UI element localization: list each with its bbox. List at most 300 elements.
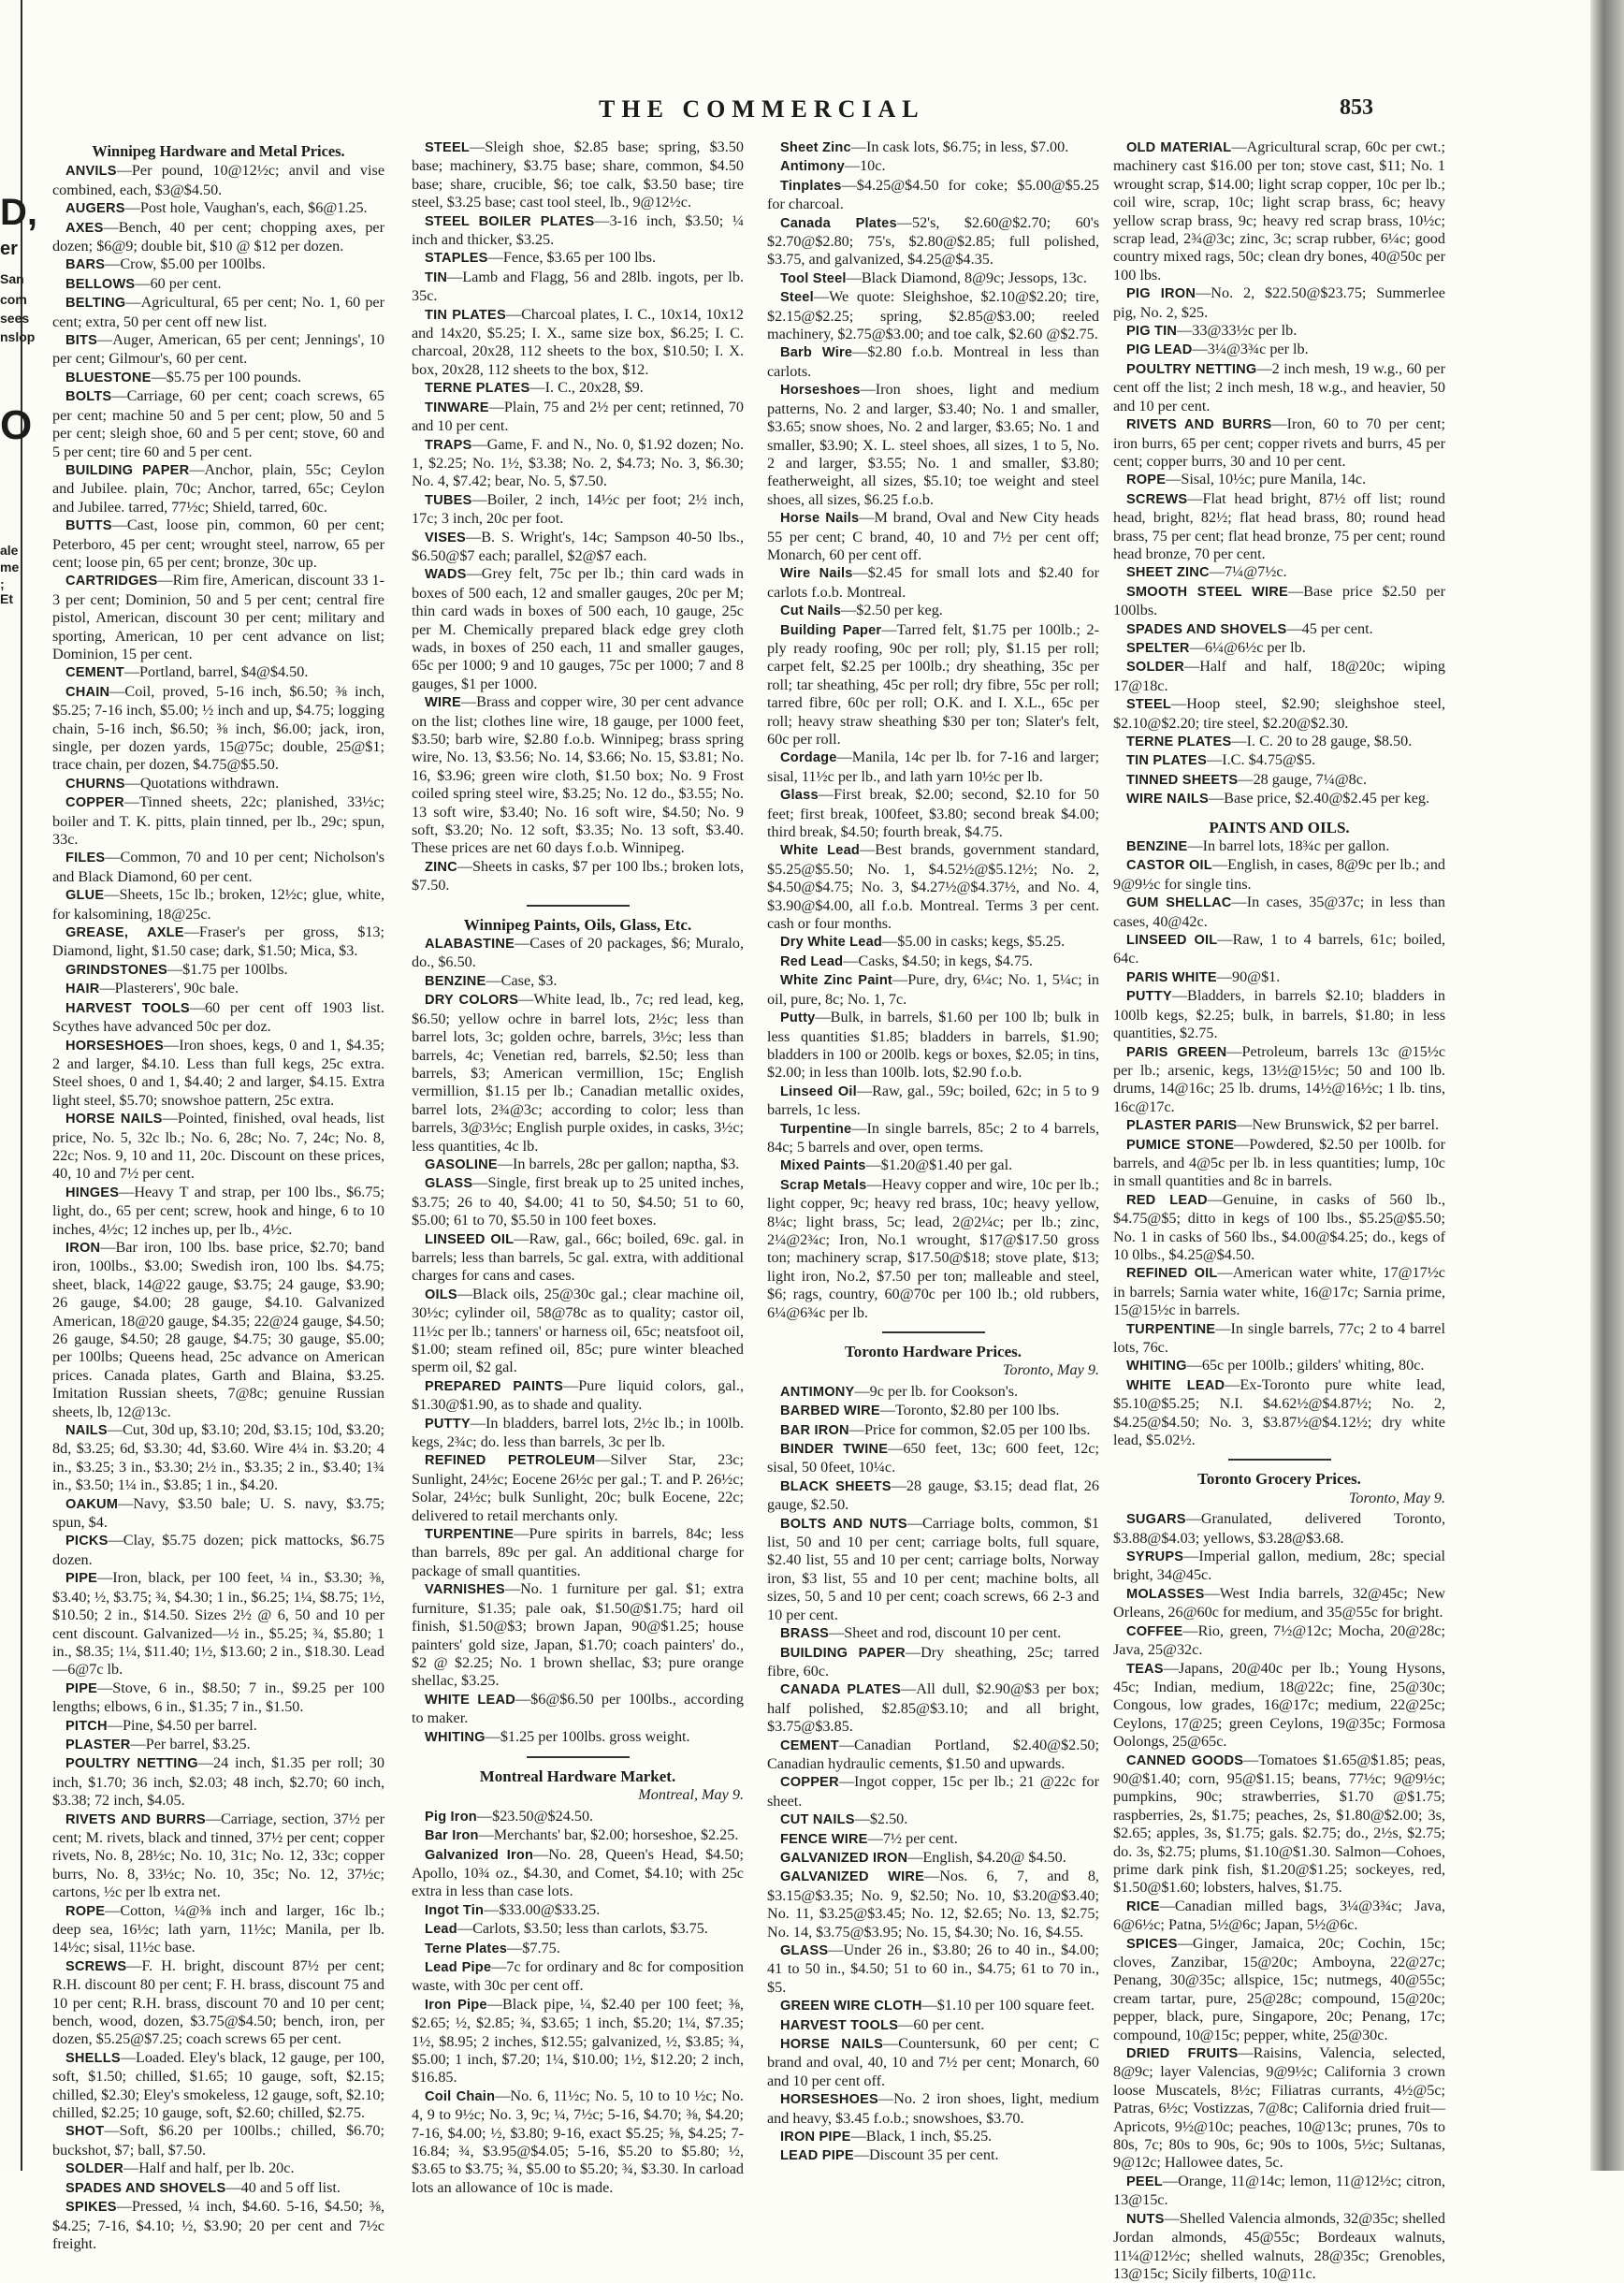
price-entry (767, 288, 1099, 343)
entry-commodity: TINWARE (425, 400, 489, 415)
price-entry (52, 1495, 384, 1533)
entry-commodity: WIRE (425, 695, 461, 711)
price-entry (52, 275, 384, 294)
entry-commodity: GREEN WIRE CLOTH (780, 1999, 922, 2014)
price-entry (1113, 2044, 1445, 2173)
entry-prices: —$33.00@$33.25. (484, 1900, 601, 1918)
price-entry (412, 306, 744, 380)
entry-prices: —Nos. 6, 7, and 8, $3.15@$3.35; No. 9, $2.50; No. 10, $3.20@$3.40; No. 11, $3.25@$3.45; No. 12, $2.65; No. 13, $2.75; No. 14, $3.75@$3.95; No. 15, $4.30; No. 16, $4.55. (767, 1868, 1099, 1941)
entry-commodity: Steel (780, 290, 814, 306)
entry-prices: —Lamb and Flagg, 56 and 28lb. ingots, per lb. 35c. (412, 268, 744, 305)
price-entry (412, 565, 744, 693)
edge-fragment: O (0, 402, 33, 448)
section-title: Toronto Grocery Prices. (1197, 1470, 1361, 1489)
entry-prices: —Plain, 75 and 2½ per cent; retinned, 70 and 10 per cent. (412, 398, 744, 435)
price-entry (52, 923, 384, 961)
entry-prices: —$2.50 per keg. (841, 602, 943, 619)
entry-commodity: VARNISHES (425, 1582, 505, 1598)
entry-prices: —Pure spirits in barrels, 84c; less than barrels, 89c per gal. An additional charge for package of small quantities. (412, 1525, 744, 1579)
entry-prices: —$4.25@$4.50 for coke; $5.00@$5.25 for charcoal. (767, 176, 1099, 213)
entry-prices: —Brass and copper wire, 30 per cent advance on the list; clothes line wire, 18 gauge, per 1000 feet, $3.50; barb wire, $2.80 f.o.b. Winnipeg; brass spring wire, No. 13, $3.56; No. 14, $3.66; No. 15, $3.81; No. 16, $3.96; green wire cloth, $1.50 box; No. 9 Frost coiled spring steel wire, $3.25; No. 12 do., $3.55; No. 13 soft wire, $3.40; No. 16 soft wire, $4.50; No. 9 soft, $3.20; No. 12 soft, $3.35; No. 13 soft, $3.40. These prices are net 60 days f.o.b. Winnipeg. (412, 693, 744, 857)
price-entry (767, 509, 1099, 564)
price-entry (1113, 1191, 1445, 1265)
entry-prices: —Rim fire, American, discount 33 1-3 per cent; Dominion, 50 and 5 per cent; central fire pistol, American, discount 30 per cent; military and sporting, American, 10 per cent advance on list; Dominion, 15 per cent. (52, 572, 384, 662)
entry-commodity: GALVANIZED WIRE (780, 1869, 925, 1885)
price-entry (767, 1421, 1099, 1440)
entry-commodity: GRINDSTONES (65, 962, 167, 978)
price-entry (412, 1728, 744, 1747)
entry-commodity: Building Paper (780, 622, 882, 638)
entry-commodity: REFINED OIL (1126, 1266, 1218, 1282)
price-entry (412, 2087, 744, 2197)
price-entry (1113, 1898, 1445, 1935)
price-entry (1113, 1585, 1445, 1622)
entry-commodity: AUGERS (65, 201, 125, 217)
entry-commodity: LINSEED OIL (1126, 933, 1218, 949)
entry-prices: —Tomatoes $1.65@$1.85; peas, 90@$1.40; corn, 95@$1.15; beans, 77½c; 9@9½c; pumpkins, 90c; strawberries, $1.70 @$1.75; raspberries, 2s, $1.75; peaches, 2s, $1.80@$2.00; 3s, $2.65; apples, 3s, $1.75; gals. $2.75; do., 2½s, $2.75; do. 3s, $2.75; plums, $1.10@$1.30. Salmon—Cohoes, prime dark pink fish, $1.20@$1.25; sockeyes, red, $1.50@$1.60; lobsters, halves, $1.75. (1113, 1751, 1445, 1897)
entry-commodity: RIVETS AND BURRS (1126, 417, 1272, 433)
column-1 (52, 138, 385, 2252)
price-entry (52, 162, 384, 199)
entry-commodity: SHELLS (65, 2050, 121, 2066)
entry-commodity: Barb Wire (780, 345, 853, 361)
entry-prices: —Discount 35 per cent. (853, 2146, 999, 2164)
price-entry (767, 602, 1099, 620)
entry-commodity: TRAPS (425, 437, 472, 453)
price-entry (412, 1451, 744, 1525)
entry-prices: —$2.45 for small lots and $2.40 for carlots f.o.b. Montreal. (767, 564, 1099, 601)
section-title: Toronto Hardware Prices. (844, 1343, 1022, 1360)
entry-prices: —In barrel lots, 18¾c per gallon. (1187, 837, 1390, 855)
entry-prices: —Pine, $4.50 per barrel. (107, 1716, 257, 1734)
entry-commodity: IRON (65, 1240, 101, 1256)
entry-prices: —Bulk, in barrels, $1.60 per 100 lb; bulk in less quantities $1.85; bladders in barrels, $1.90; bladders in 100 or 200lb. kegs or boxes, $2.05; in tins, $2.00; in less than 100lb. lots, $2.90 f.o.b. (767, 1009, 1099, 1082)
entry-commodity: Pig Iron (425, 1809, 477, 1825)
entry-prices: —Best brands, government standard, $5.25@$5.50; No. 1, $4.52½@$5.12½; No. 2, $4.50@$4.75; No. 3, $4.27½@$4.37½, and No. 4, $3.90@$4.00, all f.o.b. Montreal. Terms 3 per cent. cash or four months. (767, 841, 1099, 933)
entry-prices: —Ex-Toronto pure white lead, $5.10@$5.25; N.I. $4.62½@$4.87½; No. 2, $4.25@$4.50; No. 3, $3.87½@$4.12½; dry white lead, $5.02½. (1113, 1375, 1445, 1449)
price-entry (52, 387, 384, 461)
entry-commodity: TIN PLATES (1126, 753, 1208, 769)
entry-commodity: Scrap Metals (780, 1177, 867, 1193)
entry-prices: —Raw, gal., 59c; boiled, 62c; in 5 to 9 barrels, 1c less. (767, 1082, 1099, 1119)
price-entry (767, 2146, 1099, 2165)
entry-commodity: HORSESHOES (780, 2092, 878, 2108)
entry-commodity: SHOT (65, 2124, 105, 2140)
price-entry (1113, 931, 1445, 968)
entry-prices: —English, in cases, 8@9c per lb.; and 9@9½c for single tins. (1113, 856, 1446, 893)
entry-prices: —7½ per cent. (867, 1829, 958, 1847)
entry-prices: —$6@$6.50 per 100lbs., according to maker. (412, 1690, 744, 1727)
price-entry (52, 199, 384, 218)
entry-commodity: Coil Chain (425, 2088, 496, 2104)
edge-fragment: me (0, 560, 20, 574)
entry-commodity: BENZINE (1126, 839, 1188, 855)
price-entry (1113, 837, 1445, 856)
price-entry (412, 1940, 744, 1958)
price-entry (52, 1736, 384, 1754)
price-entry (767, 1009, 1099, 1083)
entry-prices: —American water white, 17@17½c in barrels; Sarnia water white, 16@17c; Sarnia prime, 15@15½c in barrels. (1113, 1264, 1445, 1319)
entry-commodity: Glass (780, 788, 819, 804)
entry-prices: —Boiler, 2 inch, 14½c per foot; 2½ inch, 17c; 3 inch, 20c per foot. (412, 490, 744, 528)
price-entry (52, 1569, 384, 1679)
entry-prices: —Navy, $3.50 bale; U. S. navy, $3.75; spun, $4. (52, 1494, 384, 1532)
entry-commodity: BLACK SHEETS (780, 1478, 892, 1494)
entry-prices: —Heavy T and strap, per 100 lbs., $6.75; light, do., 65 per cent; screw, hook and hinge, 6 to 10 inches, 4½c; 12 inches up, per lb., 4½c. (52, 1183, 384, 1238)
entry-commodity: SOLDER (1126, 660, 1185, 676)
price-entry (767, 1773, 1099, 1810)
entry-prices: —Canadian milled bags, 3¼@3¾c; Java, 6@6½c; Patna, 5½@6c; Japan, 5½@6c. (1113, 1897, 1445, 1934)
price-entry (412, 269, 744, 306)
edge-fragment: sees (0, 311, 30, 326)
price-entry (52, 516, 384, 572)
entry-prices: —In single barrels, 85c; 2 to 4 barrels, 84c; 5 barrels and over, open terms. (767, 1119, 1099, 1156)
entry-prices: —Orange, 11@14c; lemon, 11@12½c; citron, 13@15c. (1113, 2172, 1445, 2209)
entry-commodity: OILS (425, 1287, 457, 1302)
entry-prices: —$1.20@$1.40 per gal. (865, 1156, 1013, 1174)
section-divider (527, 905, 630, 907)
column-2 (412, 138, 745, 2196)
entry-commodity: PICKS (65, 1534, 109, 1549)
section-title: PAINTS AND OILS. (1209, 818, 1350, 836)
price-entry (1113, 471, 1445, 489)
price-entry (767, 1156, 1099, 1175)
entry-prices: —Cases of 20 packages, $6; Muralo, do., $6.50. (412, 935, 744, 971)
section-title: Winnipeg Paints, Oils, Glass, Etc. (463, 915, 692, 934)
entry-prices: —3-16 inch, $3.50; ¼ inch and thicker, $3.25. (412, 211, 744, 249)
entry-commodity: HORSE NAILS (780, 2037, 884, 2053)
price-entry (1113, 733, 1445, 751)
entry-commodity: WIRE NAILS (1126, 792, 1209, 807)
entry-commodity: GREASE, AXLE (65, 925, 184, 941)
entry-prices: —Fraser's per gross, $13; Diamond, light, $1.50 case; dark, $1.50; Mica, $3. (52, 923, 385, 960)
edge-fragment: er (0, 239, 18, 259)
entry-prices: —Tinned sheets, 22c; planished, 33½c; boiler and T. K. pitts, plain tinned, per lb., 29c; spun, 33c. (52, 793, 384, 849)
entry-commodity: CUT NAILS (780, 1812, 855, 1828)
price-entry (1113, 620, 1445, 639)
entry-commodity: HAIR (65, 982, 100, 997)
entry-commodity: BELTING (65, 296, 126, 312)
price-entry (412, 491, 744, 529)
entry-prices: —45 per cent. (1286, 619, 1373, 637)
price-entry (412, 1415, 744, 1452)
price-entry (767, 1830, 1099, 1849)
entry-prices: —No. 2, $22.50@$23.75; Summerlee pig, No. 2, $25. (1113, 284, 1445, 321)
price-entry (767, 1997, 1099, 2015)
entry-commodity: BARBED WIRE (780, 1403, 880, 1419)
entry-commodity: COPPER (65, 795, 124, 811)
entry-prices: —Bar iron, 100 lbs. base price, $2.70; band iron, 100lbs., $3.00; Swedish iron, 100 lbs. $4.75; sheet, black, 14@22 gauge, $3.75; 24 gauge, $3.90; 26 gauge, $4.00; 28 gauge, $4.10. Galvanized American, 18@20 gauge, $4.35; 22@24 gauge, $4.50; 26 gauge, $4.50; 28 gauge, $4.75; 30 gauge, $5.00; per 100lbs; Queens head, 25c advance on American prices. Canada plates, Garth and Blaina, $3.25. Imitation Russian sheets, 7@8c; genuine Russian sheets, lb, 12@13c. (52, 1238, 384, 1420)
price-entry (412, 1174, 744, 1229)
entry-prices: —I.C. $4.75@$5. (1207, 751, 1316, 769)
price-entry (52, 1184, 384, 1239)
edge-fragment: ale (0, 543, 19, 558)
entry-prices: —Silver Star, 23c; Sunlight, 24½c; Eocene 26½c per gal.; T. and P. 26½c; Solar, 24½c; bulk Sunlight, 20c; bulk Eocene, 22c; delivered to retail merchants only. (412, 1451, 744, 1524)
entry-prices: —Game, F. and N., No. 0, $1.92 dozen; No. 1, $2.25; No. 1½, $3.38; No. 2, $4.73; No. 3, $6.30; No. 4, $7.42; bear, No. 5, $7.50. (412, 435, 744, 490)
price-entry (412, 1286, 744, 1377)
price-entry (412, 1846, 744, 1901)
entry-prices: —Petroleum, barrels 13c @15½c per lb.; arsenic, kegs, 13½@15½c; 50 and 100 lb. drums, 14@16c; 25 lb. drums, 14½@16½c; 1 lb. tins, 16c@17c. (1113, 1042, 1446, 1115)
entry-prices: —Ingot copper, 15c per lb.; 21 @22c for sheet. (767, 1773, 1099, 1810)
entry-commodity: HORSESHOES (65, 1038, 164, 1054)
entry-prices: —60 per cent off 1903 list. Scythes have advanced 50c per doz. (52, 998, 384, 1036)
entry-prices: —In cases, 35@37c; in less than cases, 40@42c. (1113, 894, 1445, 930)
entry-prices: —Genuine, in casks of 560 lb., $4.75@$5; ditto in kegs of 100 lbs., $5.25@$5.50; No. 1 in casks of 560 lbs., $4.00@$4.25; do., kegs of 10 0lbs., $4.25@$4.50. (1113, 1190, 1445, 1263)
entry-commodity: BELLOWS (65, 276, 136, 292)
price-entry (1113, 658, 1445, 695)
entry-commodity: WHITE LEAD (1126, 1377, 1225, 1393)
price-entry (412, 972, 744, 991)
entry-commodity: RED LEAD (1126, 1192, 1208, 1208)
entry-prices: —No. 28, Queen's Head, $4.50; Apollo, 10¾ oz., $4.30, and Comet, $4.10; with 25c extra in less than case lots. (412, 1845, 745, 1900)
entry-commodity: PIG LEAD (1126, 342, 1193, 358)
price-entry (1113, 856, 1445, 894)
entry-prices: —Black oils, 25@30c gal.; clear machine oil, 30½c; cylinder oil, 58@78c as to quality; castor oil, 11½c per lb.; tanners' or harness oil, 65c; neatsfoot oil, $1.00; steam refined oil, 85c; pure winter bleached sperm oil, $2 gal. (412, 1285, 744, 1376)
entry-prices: —Rio, green, 7½@12c; Mocha, 20@28c; Java, 25@32c. (1113, 1621, 1445, 1659)
entry-commodity: Tool Steel (780, 270, 847, 286)
entry-prices: —Under 26 in., $3.80; 26 to 40 in., $4.00; 41 to 50 in., $4.50; 51 to 60 in., $4.75; 61 to 70 in., $5. (767, 1941, 1099, 1996)
entry-commodity: Wire Nails (780, 566, 853, 582)
entry-prices: —New Brunswick, $2 per barrel. (1237, 1116, 1440, 1134)
entry-prices: —Raw, 1 to 4 barrels, 61c; boiled, 64c. (1113, 931, 1445, 967)
entry-commodity: VISES (425, 530, 466, 545)
section-divider (527, 1756, 630, 1758)
price-entry (767, 1737, 1099, 1774)
price-entry (767, 841, 1099, 933)
entry-prices: —$5.75 per 100 pounds. (151, 368, 302, 385)
price-entry (767, 2128, 1099, 2146)
price-entry (1113, 751, 1445, 770)
price-entry (52, 1239, 384, 1421)
page-header (56, 90, 1394, 127)
entry-prices: —Per pound, 10@12½c; anvil and vise combined, each, $3@$4.50. (52, 162, 384, 198)
price-entry (412, 1996, 744, 2087)
price-entry (767, 157, 1099, 176)
entry-prices: —Cast, loose pin, common, 60 per cent; Peterboro, 45 per cent; wrought steel, narrow, 65 per cent; loose pin, 65 per cent; bronze, 30c up. (52, 516, 384, 571)
entry-prices: —Loaded. Eley's black, 12 gauge, per 100, soft, $1.50; chilled, $1.65; 10 gauge, soft, $2.15; chilled, $2.30; Eley's smokeless, 12 gauge, soft, $2.10; chilled, $2.25; 10 gauge, soft, $2.60; chilled, $2.75. (52, 2048, 384, 2122)
price-entry (52, 2159, 384, 2178)
entry-prices: —Agricultural, 65 per cent; No. 1, 60 per cent; extra, 50 per cent off new list. (52, 294, 384, 330)
entry-prices: —Pointed, finished, oval heads, list price, No. 5, 32c lb.; No. 6, 28c; No. 7, 24c; No. 8, 22c; Nos. 9, 10 and 11, 20c. Discount on these prices, 40, 10 and 7½ per cent. (52, 1110, 384, 1183)
price-entry (1113, 1510, 1445, 1548)
price-entry (1113, 490, 1445, 564)
price-entry (767, 1644, 1099, 1681)
entry-commodity: CANNED GOODS (1126, 1752, 1244, 1768)
price-entry (412, 138, 744, 212)
price-entry (412, 693, 744, 858)
price-entry (52, 663, 384, 682)
price-entry (767, 343, 1099, 381)
entry-prices: —$2.50. (854, 1810, 908, 1828)
entry-commodity: WHITING (425, 1729, 486, 1745)
entry-commodity: TINNED SHEETS (1126, 772, 1239, 788)
entry-prices: —Agricultural scrap, 60c per cwt.; machinery cast $16.00 per ton; stove cast, $11; No. 1 wrought scrap, $14.00; light scrap copper, 10c per lb.; coil wire, scrap, 10c; light scrap brass, 6c; heavy yellow scrap brass, 9c; heavy red scrap brass, 10½c; scrap lead, 2¾@3c; zinc, 3c; scrap rubber, 6¼c; good country mixed rags, 50c; clean dry bones, 40@50c per 100 lbs. (1113, 138, 1445, 284)
price-entry (767, 1176, 1099, 1322)
price-entry (52, 2198, 384, 2253)
entry-prices: —90@$1. (1216, 967, 1281, 985)
entry-prices: —Manila, 14c per lb. for 7-16 and larger; sisal, 11½c per lb., and lath yarn 10½c per lb. (767, 749, 1099, 785)
entry-commodity: SCREWS (65, 1958, 127, 1974)
entry-commodity: Tinplates (780, 178, 842, 194)
entry-commodity: PIPE (65, 1571, 98, 1587)
entry-prices: —Powdered, $2.50 per 100lb. for barrels, and 4@5c per lb. in less quantities; lump, 10c in small quantities and 8c in barrels. (1113, 1135, 1445, 1190)
price-entry (1113, 322, 1445, 341)
entry-prices: —Carlots, $3.50; less than carlots, $3.75. (457, 1920, 708, 1938)
price-entry (412, 1525, 744, 1580)
price-entry (52, 1902, 384, 1957)
entry-commodity: Lead Pipe (425, 1960, 492, 1975)
price-entry (767, 214, 1099, 269)
price-entry (767, 1849, 1099, 1868)
price-entry (1113, 2210, 1445, 2283)
entry-prices: —Crow, $5.00 per 100lbs. (105, 255, 266, 273)
entry-commodity: Mixed Paints (780, 1158, 866, 1174)
entry-prices: —Price for common, $2.05 per 100 lbs. (848, 1420, 1091, 1438)
entry-prices: —9c per lb. for Cookson's. (854, 1382, 1019, 1400)
entry-commodity: SPADES AND SHOVELS (1126, 621, 1287, 637)
price-entry (412, 1826, 744, 1845)
entry-prices: —Fence, $3.65 per 100 lbs. (487, 249, 657, 267)
entry-commodity: BUILDING PAPER (65, 462, 190, 478)
price-entry (412, 249, 744, 268)
entry-prices: —28 gauge, $3.15; dead flat, 26 gauge, $2.50. (767, 1476, 1099, 1514)
price-entry (767, 786, 1099, 841)
entry-prices: —$1.10 per 100 square feet. (921, 1997, 1095, 2014)
price-entry (767, 2035, 1099, 2090)
entry-prices: —Toronto, $2.80 per 100 lbs. (879, 1402, 1060, 1419)
entry-commodity: CHAIN (65, 684, 110, 700)
entry-prices: —Hoop steel, $2.90; sleighshoe steel, $2.10@$2.20; tire steel, $2.20@$2.30. (1113, 695, 1445, 732)
price-entry (1113, 1548, 1445, 1585)
entry-prices: —Casks, $4.50; in kegs, $4.75. (843, 952, 1034, 969)
price-entry (1113, 1660, 1445, 1752)
entry-prices: —Common, 70 and 10 per cent; Nicholson's and Black Diamond, 60 per cent. (52, 849, 384, 885)
entry-prices: —Iron, 60 to 70 per cent; iron burrs, 65 per cent; copper rivets and burrs, 45 per cent; copper burrs, 30 and 10 per cent. (1113, 415, 1445, 470)
entry-prices: —English, $4.20@ $4.50. (907, 1848, 1066, 1866)
entry-commodity: GLASS (780, 1943, 829, 1958)
entry-prices: —First break, $2.00; second, $2.10 for 50 feet; first break, 100feet, $3.80; second break $4.00; third break, $4.50; fourth break, $4.75. (767, 786, 1099, 841)
entry-prices: —Dry sheathing, 25c; tarred fibre, 60c. (767, 1643, 1099, 1680)
price-entry (767, 1868, 1099, 1941)
entry-prices: —Countersunk, 60 per cent; C brand and oval, 40, 10 and 7½ per cent; Monarch, 60 and 10 per cent off. (767, 2035, 1099, 2089)
price-entry (767, 1515, 1099, 1624)
entry-commodity: PITCH (65, 1718, 108, 1734)
price-entry (412, 1691, 744, 1728)
dateline: Toronto, May 9. (1002, 1361, 1099, 1379)
entry-commodity: TIN (425, 269, 448, 285)
entry-prices: —M brand, Oval and New City heads 55 per cent; C brand, 40, 10 and 7½ per cent off; Monarch, 60 per cent off. (767, 509, 1099, 563)
entry-commodity: Galvanized Iron (425, 1847, 534, 1863)
price-entry (52, 1532, 384, 1569)
price-entry (52, 1037, 384, 1111)
price-entry (767, 1680, 1099, 1736)
entry-prices: —Merchants' bar, $2.00; horseshoe, $2.25. (478, 1826, 739, 1844)
price-entry (1113, 341, 1445, 359)
edge-fragment: D, (0, 192, 37, 233)
entry-commodity: White Zinc Paint (780, 973, 892, 989)
entry-commodity: SPELTER (1126, 640, 1190, 656)
entry-commodity: ANVILS (65, 164, 117, 180)
entry-prices: —Bench, 40 per cent; chopping axes, per dozen; $6@9; double bit, $10 @ $12 per dozen. (52, 218, 384, 255)
price-entry (52, 2122, 384, 2159)
entry-prices: —In single barrels, 77c; 2 to 4 barrel lots, 76c. (1113, 1319, 1445, 1356)
column-3 (767, 138, 1099, 2164)
column-4 (1113, 138, 1446, 2282)
price-entry (412, 935, 744, 972)
entry-commodity: PLASTER (65, 1737, 131, 1752)
price-entry (767, 1083, 1099, 1120)
price-entry (412, 1580, 744, 1690)
edge-fragment: com (0, 292, 27, 307)
entry-commodity: GLASS (425, 1176, 473, 1192)
section-divider (1228, 1459, 1331, 1461)
entry-prices: —White lead, lb., 7c; red lead, keg, $6.50; yellow ochre in barrel lots, 2½c; less than barrel lots, 3c; golden ochre, barrels, 3½c; less than barrels, 4c; Venetian red, barrels, $2.50; less than barrels, $3; American vermillion, 15c; English vermillion, $1.15 per lb.; Canadian metallic oxides, barrel lots, 2¾@3c; according to color; less than barrels, 3@3½c; English purple oxides, in casks, 3½c; less quantities, 4c lb. (412, 991, 744, 1155)
dateline: Montreal, May 9. (638, 1786, 744, 1804)
entry-commodity: BOLTS AND NUTS (780, 1516, 907, 1532)
entry-prices: —$1.75 per 100lbs. (167, 960, 288, 978)
price-entry (767, 138, 1099, 157)
entry-prices: —Iron, black, per 100 feet, ¼ in., $3.30; ⅜, $3.40; ½, $3.75; ¾, $4.30; 1 in., $6.25; 1¼, $8.75; 1½, $10.50; 2 in., $14.50. Sizes 2½ @ 6, 50 and 10 per cent discount. Galvanized—½ in., $5.25; ¾, $5.80; 1 in., $8.35; 1¼, $11.40; 1½, $13.60; 2 in., $18.30. Lead—6@7c lb. (52, 1569, 384, 1679)
entry-prices: —3¼@3¾c per lb. (1192, 341, 1309, 358)
price-entry (52, 572, 384, 663)
entry-commodity: TURPENTINE (1126, 1321, 1216, 1337)
entry-commodity: PIG IRON (1126, 286, 1196, 302)
entry-commodity: SCREWS (1126, 491, 1188, 507)
entry-prices: —We quote: Sleighshoe, $2.10@$2.20; tire, $2.15@$2.25; spring, $2.85@$3.00; reeled machinery, $2.75@$3.00; and toe calk, $2.60 @$2.75. (767, 288, 1099, 343)
price-entry (1113, 1320, 1445, 1358)
dateline: Toronto, May 9. (1348, 1489, 1445, 1506)
entry-prices: —In cask lots, $6.75; in less, $7.00. (850, 138, 1069, 155)
price-entry (1113, 1752, 1445, 1898)
price-entry (412, 1156, 744, 1174)
entry-commodity: POULTRY NETTING (65, 1756, 198, 1772)
entry-prices: —Pure, dry, 6¼c; No. 1, 5¼c; in oil, pure, 8c; No. 1, 7c. (767, 971, 1099, 1008)
entry-commodity: NAILS (65, 1423, 108, 1439)
entry-prices: —Clay, $5.75 dozen; pick mattocks, $6.75 dozen. (52, 1532, 384, 1568)
price-entry (52, 255, 384, 274)
entry-prices: —Japans, 20@40c per lb.; Young Hysons, 45c; Indian, medium, 18@22c; fine, 25@30c; Congous, low grades, 16@17c; medium, 22@25c; Ceylons, 17@25; green Ceylons, 19@35c; Formosa Oolongs, 25@65c. (1113, 1659, 1445, 1751)
entry-prices: —60 per cent. (898, 2015, 985, 2033)
entry-prices: —Single, first break up to 25 united inches, $3.75; 26 to 40, $4.00; 41 to 50, $4.50; 51 to 60, $5.00; 61 to 70, $5.50 in 100 feet boxes. (412, 1174, 744, 1229)
entry-prices: —10c. (844, 157, 886, 175)
price-entry (1113, 1264, 1445, 1319)
price-entry (767, 1402, 1099, 1420)
entry-commodity: STEEL (1126, 697, 1172, 713)
entry-prices: —In barrels, 28c per gallon; naptha, $3. (497, 1155, 740, 1172)
entry-prices: —28 gauge, 7¼@8c. (1238, 770, 1368, 788)
entry-prices: —Pressed, ¼ inch, $4.60. 5-16, $4.50; ⅜, $4.25; 7-16, $4.10; ½, $3.90; 20 per cent and 7½c freight. (52, 2198, 384, 2252)
entry-commodity: MOLASSES (1126, 1586, 1205, 1602)
price-entry (412, 991, 744, 1156)
entry-commodity: WADS (425, 567, 467, 583)
previous-page-edge (0, 0, 37, 2171)
entry-prices: —Flat head bright, 87½ off list; round head, bright, 82½; flat head brass, 80; round head brass, 75 per cent; flat head bronze, 75 per cent; round head bronze, 70 per cent. (1113, 489, 1445, 562)
entry-commodity: SPADES AND SHOVELS (65, 2180, 226, 2196)
entry-commodity: PARIS WHITE (1126, 969, 1217, 985)
entry-prices: —In bladders, barrel lots, 2½c lb.; in 100lb. kegs, 2¾c; do. less than barrels, 3c per lb. (412, 1414, 744, 1451)
edge-fragment: ; Et (0, 576, 13, 606)
entry-commodity: TURPENTINE (425, 1527, 515, 1543)
price-entry (1113, 771, 1445, 790)
entry-commodity: WHITING (1126, 1359, 1187, 1374)
entry-prices: —Carriage, 60 per cent; coach screws, 65 per cent; machine 50 and 5 per cent; plow, 50 and 5 per cent; sleigh shoe, 60 and 5 per cent; stove, 60 and 5 per cent; tire 60 and 5 per cent. (52, 387, 384, 460)
entry-commodity: Iron Pipe (425, 1997, 487, 2013)
price-entry (52, 683, 384, 775)
section-divider (882, 1331, 985, 1333)
entry-prices: —Iron shoes, light and medium patterns, No. 2 and larger, $3.40; No. 1 and smaller, $3.65; snow shoes, No. 2 and larger, $3.65; No. 1 and smaller, $3.90; X. L. steel shoes, all sizes, 1 to 5, No. 2 and larger, $3.55; No. 1 and smaller, $3.80; featherweight, all sizes, $5.10; toe weight and steel shoes, all sizes, $6.25 f.o.b. (767, 381, 1099, 508)
entry-prices: —B. S. Wright's, 14c; Sampson 40-50 lbs., $6.50@$7 each; parallel, $2@$7 each. (412, 528, 744, 564)
entry-commodity: CEMENT (65, 665, 124, 681)
